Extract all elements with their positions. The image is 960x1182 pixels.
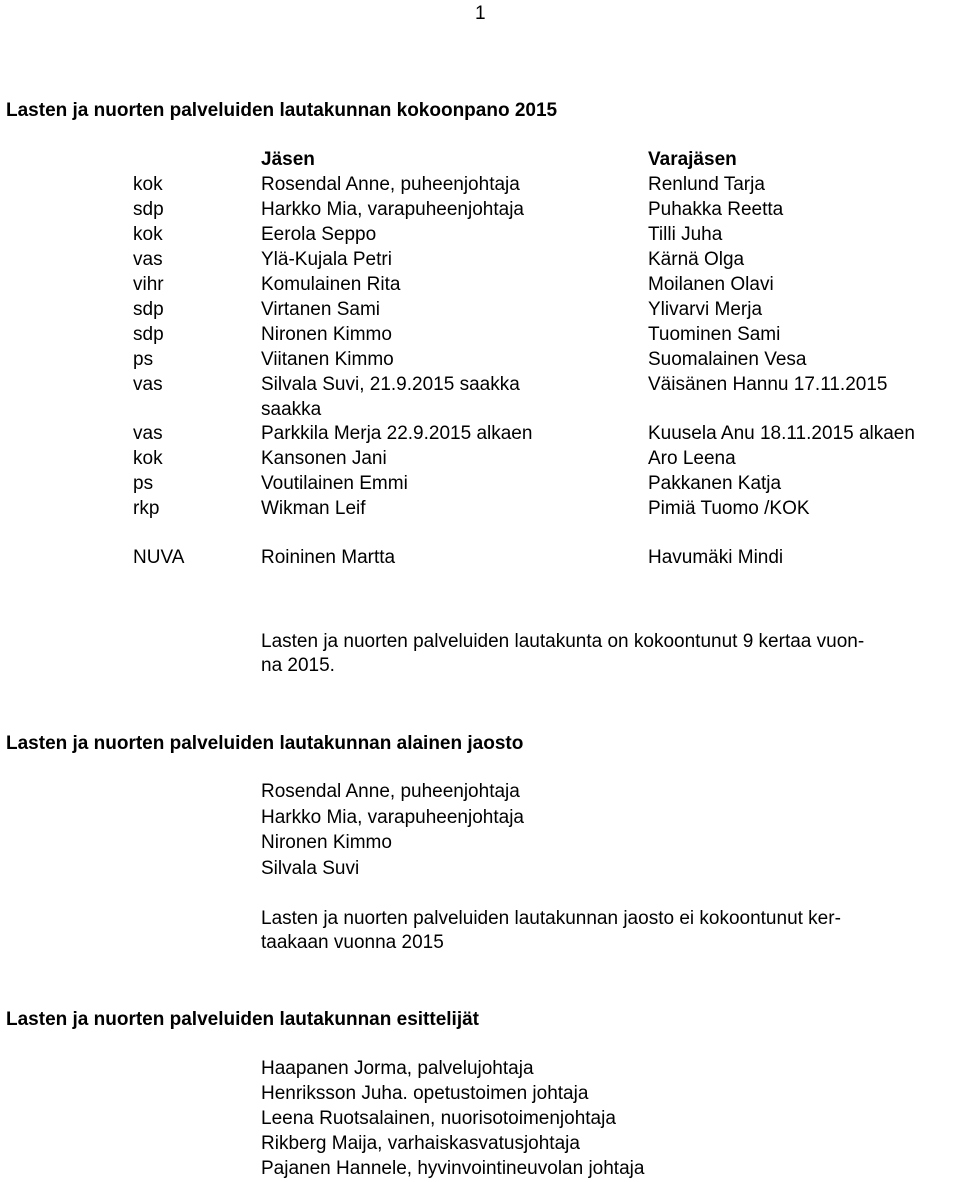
party-cell: sdp [133,299,164,320]
column-header-deputy: Varajäsen [648,149,737,170]
table-row [0,447,960,472]
section-heading-subcommittee: Lasten ja nuorten palveluiden lautakunnan alainen jaosto [6,733,524,754]
list-item: Nironen Kimmo [261,832,392,853]
note-line: Lasten ja nuorten palveluiden lautakunnan jaosto ei kokoontunut ker- [261,908,841,929]
subcommittee-note [261,907,960,955]
list-item: Rosendal Anne, puheenjohtaja [261,781,520,802]
deputy-cell: Puhakka Reetta [648,199,784,220]
meeting-count-note [261,630,960,678]
table-row [0,422,960,447]
table-row [0,323,960,348]
table-row [0,223,960,248]
member-cell: Parkkila Merja 22.9.2015 alkaen [261,423,533,444]
section-heading-presenters: Lasten ja nuorten palveluiden lautakunnan esittelijät [6,1009,479,1030]
member-cell: Rosendal Anne, puheenjohtaja [261,174,520,195]
table-row [0,248,960,273]
member-cell: Nironen Kimmo [261,324,392,345]
deputy-cell: Moilanen Olavi [648,274,774,295]
deputy-cell: Pimiä Tuomo /KOK [648,498,810,519]
deputy-cell: Kuusela Anu 18.11.2015 alkaen [648,423,915,444]
member-cell: Viitanen Kimmo [261,349,394,370]
member-cell: Silvala Suvi, 21.9.2015 saakka [261,374,520,395]
party-cell: kok [133,448,163,469]
table-row-nuva [0,546,960,571]
note-line: na 2015. [261,655,335,676]
table-row [0,198,960,223]
party-cell: vas [133,249,163,270]
deputy-cell: Kärnä Olga [648,249,745,270]
party-cell: ps [133,473,154,494]
list-item: Haapanen Jorma, palvelujohtaja [261,1058,534,1079]
member-cell: Harkko Mia, varapuheenjohtaja [261,199,524,220]
list-item: Henriksson Juha. opetustoimen johtaja [261,1083,589,1104]
member-cell-continuation: saakka [261,399,322,420]
table-row [0,497,960,522]
party-cell: vas [133,374,163,395]
member-cell: Kansonen Jani [261,448,387,469]
presenter-list [261,1057,960,1182]
party-cell: kok [133,174,163,195]
member-cell: Virtanen Sami [261,299,380,320]
table-row [0,173,960,198]
party-cell: vihr [133,274,164,295]
party-cell: vas [133,423,163,444]
party-cell: sdp [133,199,164,220]
member-cell: Eerola Seppo [261,224,377,245]
note-line: Lasten ja nuorten palveluiden lautakunta on kokoontunut 9 kertaa vuon- [261,631,865,652]
spacer [0,522,960,546]
deputy-cell: Pakkanen Katja [648,473,782,494]
party-cell: kok [133,224,163,245]
table-header-row [0,148,960,173]
list-item: Silvala Suvi [261,857,360,879]
section-heading-composition: Lasten ja nuorten palveluiden lautakunnan kokoonpano 2015 [6,100,558,121]
list-item: Rikberg Maija, varhaiskasvatusjohtaja [261,1133,580,1154]
deputy-cell: Suomalainen Vesa [648,349,807,370]
member-rows [0,173,960,571]
table-row [0,348,960,373]
party-cell: NUVA [133,547,185,568]
party-cell: sdp [133,324,164,345]
deputy-cell: Renlund Tarja [648,174,765,195]
party-cell: ps [133,349,154,370]
member-cell: Komulainen Rita [261,274,401,295]
note-line: taakaan vuonna 2015 [261,932,444,953]
deputy-cell: Tuominen Sami [648,324,781,345]
column-header-member: Jäsen [261,149,315,170]
member-cell: Voutilainen Emmi [261,473,408,494]
table-row [0,472,960,497]
member-cell: Roininen Martta [261,547,396,568]
deputy-cell: Aro Leena [648,448,736,469]
member-table [0,148,960,571]
deputy-cell: Tilli Juha [648,224,723,245]
member-cell: Wikman Leif [261,498,366,519]
table-row [0,273,960,298]
deputy-cell: Ylivarvi Merja [648,299,763,320]
table-row [0,298,960,323]
list-item: Harkko Mia, varapuheenjohtaja [261,806,524,828]
party-cell: rkp [133,498,160,519]
subcommittee-member-list [261,780,960,882]
list-item: Pajanen Hannele, hyvinvointineuvolan johtaja [261,1158,645,1179]
table-row [0,373,960,422]
deputy-cell: Havumäki Mindi [648,547,784,568]
deputy-cell: Väisänen Hannu 17.11.2015 [648,374,888,395]
page-number: 1 [475,3,486,24]
member-cell: Ylä-Kujala Petri [261,249,392,270]
list-item: Leena Ruotsalainen, nuorisotoimenjohtaja [261,1108,616,1129]
